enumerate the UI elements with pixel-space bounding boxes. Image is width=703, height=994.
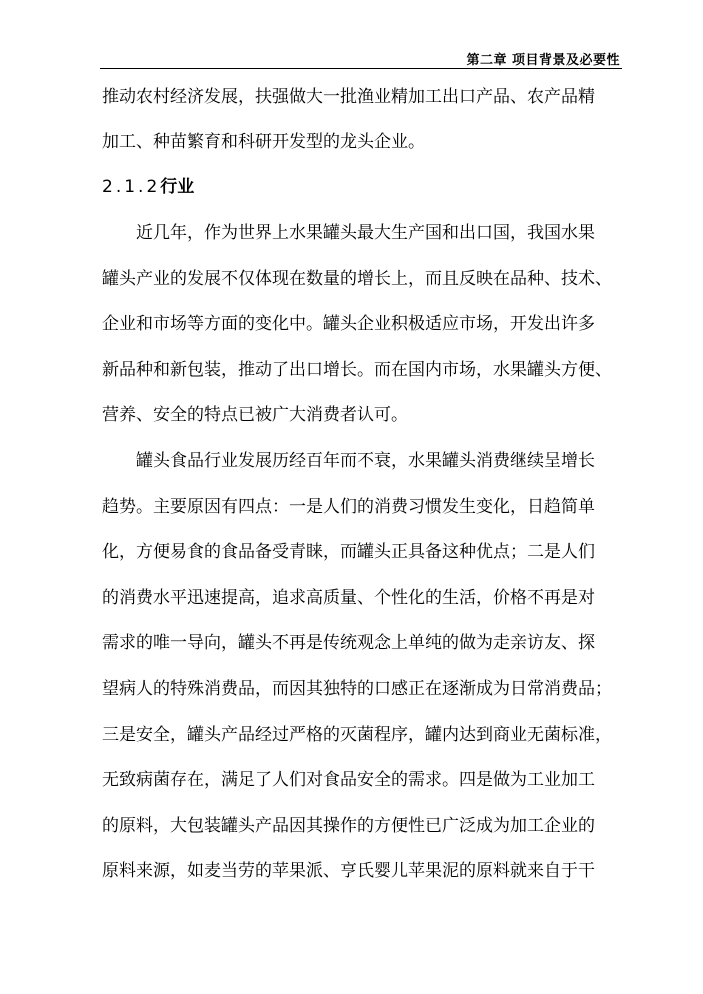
body-line: 的消费水平迅速提高，追求高质量、个性化的生活，价格不再是对 <box>102 588 595 608</box>
body-line: 罐头产业的发展不仅体现在数量的增长上，而且反映在品种、技术、 <box>102 269 612 289</box>
page-header-title: 第二章 项目背景及必要性 <box>466 53 620 68</box>
body-line: 原料来源，如麦当劳的苹果派、亨氏婴儿苹果泥的原料就来自于干 <box>102 861 595 881</box>
body-line: 无致病菌存在，满足了人们对食品安全的需求。四是做为工业加工 <box>102 770 595 790</box>
section-heading <box>102 176 194 198</box>
section-title: 行业 <box>160 177 195 197</box>
body-line: 加工、种苗繁育和科研开发型的龙头企业。 <box>102 132 425 152</box>
body-line: 新品种和新包装，推动了出口增长。而在国内市场，水果罐头方便、 <box>102 360 612 380</box>
header-divider <box>100 68 622 69</box>
body-line: 营养、安全的特点已被广大消费者认可。 <box>102 405 408 425</box>
paragraph-first-line: 罐头食品行业发展历经百年而不衰，水果罐头消费继续呈增长 <box>136 451 595 471</box>
body-line: 的原料，大包装罐头产品因其操作的方便性已广泛成为加工企业的 <box>102 816 595 836</box>
body-line: 望病人的特殊消费品，而因其独特的口感正在逐渐成为日常消费品； <box>102 679 612 699</box>
body-line: 需求的唯一导向，罐头不再是传统观念上单纯的做为走亲访友、探 <box>102 633 595 653</box>
body-line: 化，方便易食的食品备受青睐，而罐头正具备这种优点；二是人们 <box>102 542 595 562</box>
body-line: 推动农村经济发展，扶强做大一批渔业精加工出口产品、农产品精 <box>102 87 595 107</box>
paragraph-first-line: 近几年，作为世界上水果罐头最大生产国和出口国，我国水果 <box>136 223 595 243</box>
body-line: 趋势。主要原因有四点：一是人们的消费习惯发生变化，日趋简单 <box>102 497 595 517</box>
body-line: 三是安全，罐头产品经过严格的灭菌程序，罐内达到商业无菌标准， <box>102 725 612 745</box>
body-line: 企业和市场等方面的变化中。罐头企业积极适应市场，开发出许多 <box>102 314 595 334</box>
section-number: 2.1.2 <box>102 177 161 197</box>
